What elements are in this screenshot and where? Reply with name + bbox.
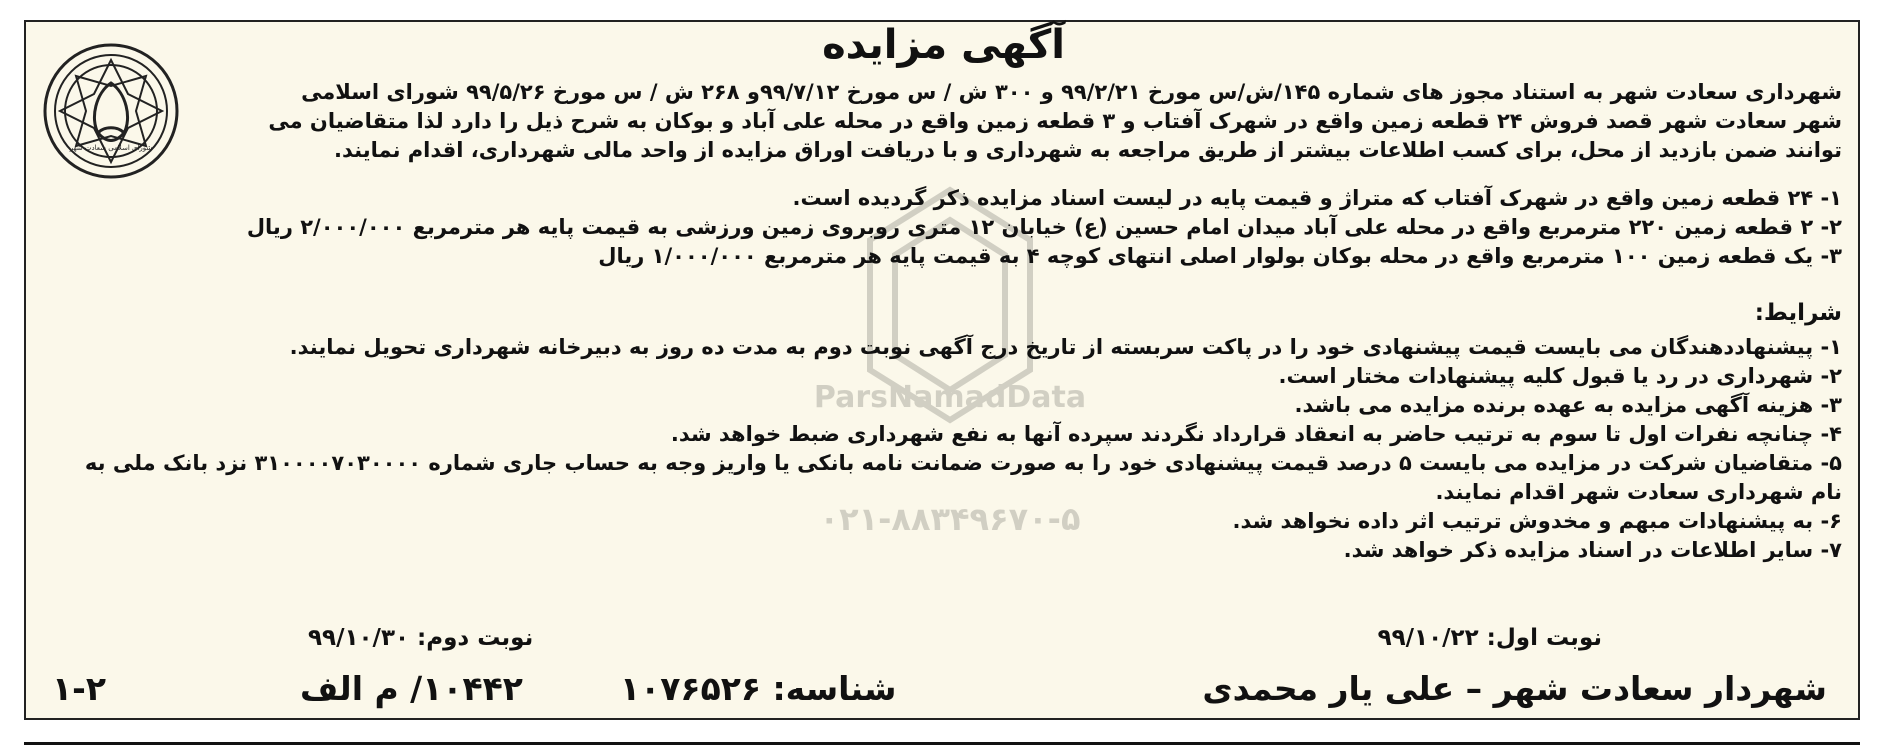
items-list — [247, 184, 1842, 271]
intro-line: شهرداری سعادت شهر به استناد مجوز های شماره ۱۴۵/ش/س مورخ ۹۹/۲/۲۱ و ۳۰۰ ش / س مورخ ۹۹/۷/۱۲و ۲۶۸ ش / س مورخ ۹۹/۵/۲۶ شورای اسلامی — [301, 80, 1842, 104]
intro-line: شهر سعادت شهر قصد فروش ۲۴ قطعه زمین واقع در شهرک آفتاب و ۳ قطعه زمین واقع در محله علی آباد و بوکان به شرح ذیل را دارد لذا متقاضیان می — [268, 109, 1842, 133]
list-item: ۶- به پیشنهادات مبهم و مخدوش ترتیب اثر داده نخواهد شد. — [1232, 509, 1842, 533]
list-item: ۱- پیشنهاددهندگان می بایست قیمت پیشنهادی خود را در پاکت سربسته از تاریخ درج آگهی نوبت دوم به مدت ده روز به دبیرخانه شهرداری تحویل نمایند. — [289, 335, 1842, 359]
list-item: ۲- ۲ قطعه زمین ۲۲۰ مترمربع واقع در محله علی آباد میدان امام حسین (ع) خیابان ۱۲ متری روبروی زمین ورزشی به قیمت پایه هر مترمربع ۲/۰۰۰/۰۰۰ ریال — [246, 215, 1842, 239]
first-publication-date: نوبت اول: ۹۹/۱۰/۲۲ — [1377, 625, 1602, 651]
list-item: ۵- متقاضیان شرکت در مزایده می بایست ۵ درصد قیمت پیشنهادی خود را به صورت ضمانت نامه بانکی یا واریز وجه به حساب جاری شماره ۳۱۰۰۰۰۷۰۳۰۰۰۰ نزد بانک ملی به نام شهرداری سعادت شهر اقدام نمایند. — [84, 451, 1842, 504]
announcement-title: آگهی مزایده — [822, 22, 1065, 68]
list-item: ۳- یک قطعه زمین ۱۰۰ مترمربع واقع در محله بوکان بولوار اصلی انتهای کوچه ۴ به قیمت پایه هر مترمربع ۱/۰۰۰/۰۰۰ ریال — [598, 244, 1842, 268]
list-item: ۳- هزینه آگهی مزایده به عهده برنده مزایده می باشد. — [1294, 393, 1842, 417]
reference-number: ۱۰۴۴۲/ م الف — [300, 669, 523, 708]
second-publication-date: نوبت دوم: ۹۹/۱۰/۳۰ — [308, 625, 534, 651]
conditions-heading: شرایط: — [1754, 300, 1842, 326]
signatory-name: شهردار سعادت شهر – علی یار محمدی — [1202, 669, 1827, 708]
notice-id: شناسه: ۱۰۷۶۵۲۶ — [620, 669, 897, 708]
list-item: ۲- شهرداری در رد یا قبول کلیه پیشنهادات مختار است. — [1278, 364, 1842, 388]
bottom-divider — [24, 742, 1860, 745]
conditions-list — [52, 333, 1842, 565]
intro-line: توانند ضمن بازدید از محل، برای کسب اطلاعات بیشتر از طریق مراجعه به شهرداری و با دریافت اوراق مزایده از واحد مالی شهرداری، اقدام نمایند. — [334, 138, 1842, 162]
list-item: ۴- چنانچه نفرات اول تا سوم به ترتیب حاضر به انعقاد قرارداد نگردند سپرده آنها به نفع شهرداری ضبط خواهد شد. — [670, 422, 1842, 446]
notice-code: ۱-۲ — [52, 669, 106, 708]
intro-paragraph — [268, 78, 1842, 165]
list-item: ۱- ۲۴ قطعه زمین واقع در شهرک آفتاب که متراژ و قیمت پایه در لیست اسناد مزایده ذکر گردیده است. — [792, 186, 1842, 210]
seal-caption: شورای اسلامی سعادت شهر — [69, 144, 153, 152]
list-item: ۷- سایر اطلاعات در اسناد مزایده ذکر خواهد شد. — [1343, 538, 1842, 562]
